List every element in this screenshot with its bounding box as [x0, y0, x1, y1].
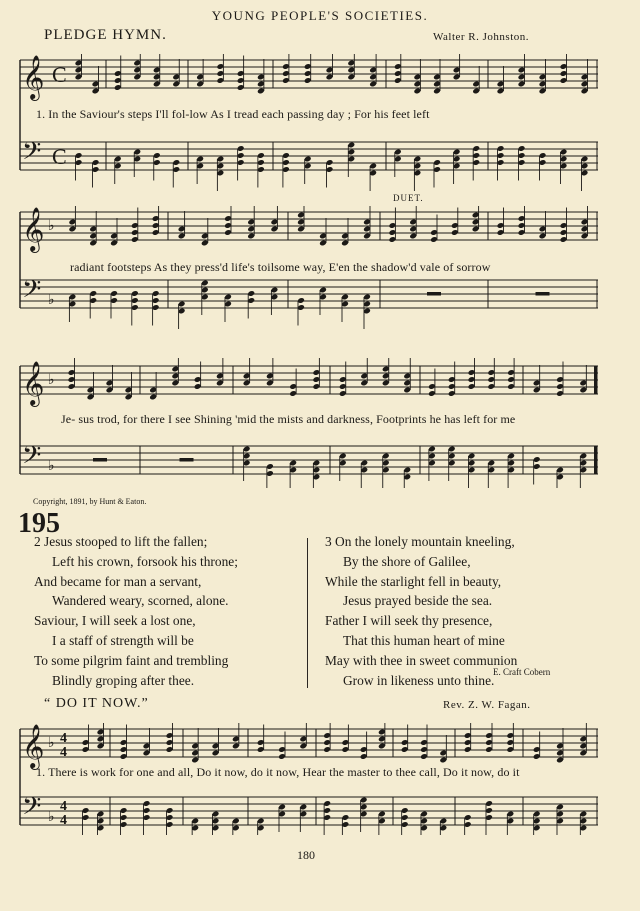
time-signature-icon: 4	[60, 813, 67, 828]
bass-clef-icon: 𝄢	[22, 792, 42, 827]
copyright: Copyright, 1891, by Hunt & Eaton.	[33, 497, 147, 506]
verse-3-line: 3 On the lonely mountain kneeling,	[325, 534, 515, 549]
treble-clef-icon: 𝄞	[22, 55, 45, 99]
verse-3-line: May with thee in sweet communion	[325, 652, 518, 668]
running-head: YOUNG PEOPLE'S SOCIETIES.	[211, 8, 429, 23]
time-signature-icon: 4	[60, 745, 67, 760]
verse-2-line: Wandered weary, scorned, alone.	[52, 593, 229, 609]
verse-3	[325, 532, 517, 690]
treble-clef-icon: 𝄞	[22, 207, 45, 251]
whole-rest-icon	[180, 458, 194, 462]
lyric-line-3: Je- sus trod, for there I see Shining 'mid the mists and darkness, Footprints he has left for me	[61, 412, 516, 426]
flat-icon: ♭	[48, 218, 55, 234]
duet-label: DUET.	[393, 193, 424, 203]
page-number: 180	[297, 848, 315, 862]
do-it-now-title: “ DO IT NOW.”	[44, 696, 149, 711]
verse-3-line: Father I will seek thy presence,	[325, 613, 493, 629]
common-time-icon: C	[52, 62, 67, 87]
flat-icon: ♭	[48, 372, 55, 388]
verse-2	[34, 532, 238, 690]
verse-2-line: 2 Jesus stooped to lift the fallen;	[34, 534, 208, 549]
bass-clef-icon: 𝄢	[22, 137, 42, 172]
treble-clef-icon: 𝄞	[22, 361, 45, 405]
flat-icon: ♭	[48, 735, 55, 751]
do-it-now-composer: Rev. Z. W. Fagan.	[443, 699, 531, 711]
verse-2-line: And became for man a servant,	[34, 573, 202, 589]
verse-3-line: Jesus prayed beside the sea.	[343, 593, 493, 609]
pledge-hymn-title: PLEDGE HYMN.	[44, 27, 167, 43]
time-signature-icon: 4	[60, 731, 67, 746]
lyric-line-4: 1. There is work for one and all, Do it now, do it now, Hear the master to thee call, Do it now, do it	[36, 765, 520, 779]
pledge-hymn-composer: Walter R. Johnston.	[433, 31, 529, 43]
column-divider	[307, 538, 308, 688]
final-bar-line	[594, 366, 597, 394]
verse-3-line: By the shore of Galilee,	[343, 553, 471, 569]
staff-system-1-svg	[18, 54, 598, 194]
verse-2-line: I a staff of strength will be	[52, 632, 194, 648]
lyric-line-1: 1. In the Saviour's steps I'll fol-low As I tread each passing day ; For his feet left	[36, 107, 430, 121]
time-signature-icon: 4	[60, 799, 67, 814]
flat-icon: ♭	[48, 292, 55, 308]
lyric-line-2: radiant footsteps As they press'd life's toilsome way, E'en the shadow'd vale of sorrow	[70, 260, 491, 274]
flat-icon: ♭	[48, 458, 55, 474]
verse-3-line: While the starlight fell in beauty,	[325, 573, 502, 589]
whole-rest-icon	[536, 292, 550, 296]
verse-3-line: Grow in likeness unto thine.	[343, 672, 495, 688]
whole-rest-icon	[93, 458, 107, 462]
common-time-icon: C	[52, 144, 67, 169]
whole-rest-icon	[427, 292, 441, 296]
treble-clef-icon: 𝄞	[22, 724, 45, 768]
verse-2-line: To some pilgrim faint and trembling	[34, 652, 229, 668]
verse-2-line: Left his crown, forsook his throne;	[52, 553, 238, 569]
flat-icon: ♭	[48, 809, 55, 825]
verse-2-line: Saviour, I will seek a lost one,	[34, 613, 196, 629]
music-system-1	[18, 54, 598, 194]
verse-2-line: Blindly groping after thee.	[52, 672, 195, 688]
bass-clef-icon: 𝄢	[22, 441, 42, 476]
hymn-number: 195	[18, 508, 60, 539]
verse-author: E. Craft Cobern	[493, 667, 551, 677]
final-bar-line	[594, 446, 597, 474]
verse-3-line: That this human heart of mine	[343, 632, 505, 648]
bass-clef-icon: 𝄢	[22, 275, 42, 310]
